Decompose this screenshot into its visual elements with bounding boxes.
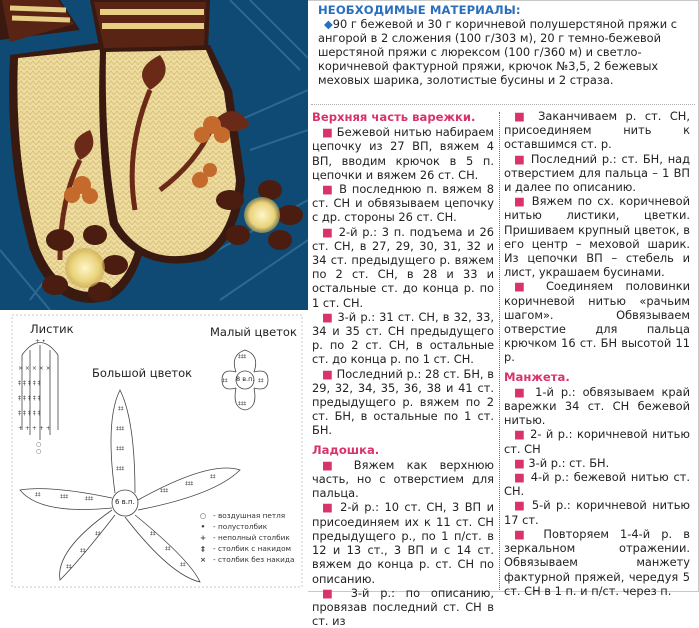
- paragraph: ■ Заканчиваем р. ст. СН, присоединяем нить к оставшимся ст. р.: [504, 109, 690, 152]
- svg-text:‡‡: ‡‡: [150, 531, 156, 537]
- svg-text:‡‡: ‡‡: [66, 564, 72, 570]
- svg-text:‡‡: ‡‡: [180, 562, 186, 568]
- legend-item: • - полустолбик: [200, 522, 268, 531]
- materials-text: ◆90 г бежевой и 30 г коричневой полушерстяной пряжи с ангорой в 2 сложения (100 г/303 м), 20 г темно-бежевой шерстяной пряжи с люрексом (100 г/360 м) и светло-коричневой фактурной пряжи, крючок №3,5, 2 бежевых меховых шарика, золотистые бусины и 2 страза.: [318, 17, 677, 87]
- svg-text:‡‡‡: ‡‡‡: [160, 488, 169, 494]
- paragraph: ■ 2- й р.: коричневой нитью ст. СН: [504, 427, 690, 456]
- paragraph: ■ 2-й р.: 3 п. подъема и 26 ст. СН, в 27, 29, 30, 31, 32 и 34 ст. предыдущего р. вяжем по 2 ст. СН, в 28 и 33 и остальные ст. до конца р. по 1 ст. СН.: [312, 224, 494, 310]
- paragraph: ■ Последний р.: 28 ст. БН, в 29, 32, 34, 35, 36, 38 и 41 ст. предыдущего р. вяжем по 2 ст. БН, в остальные по 1 ст. БН.: [312, 366, 494, 438]
- column-left: [312, 109, 494, 628]
- svg-text:‡‡‡: ‡‡‡: [85, 496, 94, 502]
- column-divider: [499, 112, 500, 590]
- svg-text:‡‡‡: ‡‡‡: [238, 354, 247, 360]
- materials-title: НЕОБХОДИМЫЕ МАТЕРИАЛЫ:: [318, 3, 521, 17]
- paragraph: ■ 3-й р.: ст. БН.: [514, 455, 610, 470]
- svg-text:‡‡: ‡‡: [165, 546, 171, 552]
- svg-text:‡‡‡: ‡‡‡: [60, 494, 69, 500]
- column-right: [504, 109, 690, 598]
- mitten-illustration: [0, 0, 308, 310]
- small-flower-label: Малый цветок: [210, 325, 297, 339]
- big-flower-center: 6 в.п.: [115, 498, 135, 506]
- svg-text:○: ○: [36, 448, 42, 455]
- paragraph: ■ Последний р.: ст. БН, над отверстием для пальца – 1 ВП и далее по описанию.: [504, 151, 690, 195]
- mitten-photo: [0, 0, 308, 310]
- svg-text:‡ ‡ ‡ ‡ ‡: ‡ ‡ ‡ ‡ ‡: [18, 395, 41, 402]
- paragraph: ■ 3-й р.: по описанию, провязав последний ст. СН в ст. из: [312, 585, 494, 628]
- materials-block: [318, 3, 694, 87]
- svg-text:‡‡: ‡‡: [258, 378, 264, 384]
- leaf-label: Листик: [30, 322, 74, 336]
- svg-text:‡‡‡: ‡‡‡: [116, 446, 125, 452]
- paragraph: ■ 4-й р.: бежевой нитью ст. СН.: [504, 470, 690, 499]
- paragraph: ■ В последнюю п. вяжем 8 ст. СН и обвязываем цепочку с др. стороны 26 ст. СН.: [312, 182, 494, 225]
- svg-text:‡‡: ‡‡: [210, 474, 216, 480]
- svg-text:‡‡: ‡‡: [35, 492, 41, 498]
- paragraph: ■ Вяжем как верхнюю часть, но с отверстием для пальца.: [312, 457, 494, 501]
- svg-text:‡‡: ‡‡: [80, 548, 86, 554]
- svg-text:× × × × ×: × × × × ×: [18, 365, 51, 372]
- svg-text:‡ ‡ ‡ ‡ ‡: ‡ ‡ ‡ ‡ ‡: [18, 380, 41, 387]
- svg-text:‡‡: ‡‡: [222, 378, 228, 384]
- paragraph: ■ Повторяем 1-4-й р. в зеркальном отражении. Обвязываем манжету фактурной пряжей, чередуя 5 ст. СН в 1 п. и п/ст. через п.: [504, 526, 690, 598]
- svg-text:‡‡‡: ‡‡‡: [238, 401, 247, 407]
- paragraph: ■ 3-й р.: 31 ст. СН, в 32, 33, 34 и 35 ст. СН предыдущего р. по 2 ст. СН, в остальные ст. до конца р. по 1 ст. СН.: [312, 309, 494, 367]
- svg-text:‡‡: ‡‡: [118, 406, 124, 412]
- legend: [196, 510, 308, 565]
- legend-item: + - неполный столбик: [199, 533, 290, 542]
- svg-text:+ •: + •: [35, 338, 46, 345]
- section-title-upper: Верхняя часть варежки.: [312, 110, 476, 124]
- svg-text:‡‡‡: ‡‡‡: [116, 426, 125, 432]
- small-flower-center: 8 в.п.: [236, 375, 255, 383]
- svg-text:‡‡‡: ‡‡‡: [116, 466, 125, 472]
- paragraph: ■ 5-й р.: коричневой нитью 17 ст.: [504, 498, 690, 527]
- legend-item: ○ - воздушная петля: [199, 511, 286, 520]
- paragraph: ■ Соединяем половинки коричневой нитью «рачьим шагом». Обвязываем отверстие для пальца крючком 16 ст. БН высотой 11 р.: [504, 279, 690, 365]
- divider: [311, 104, 695, 105]
- big-flower-label: Большой цветок: [92, 366, 193, 380]
- svg-text:‡‡‡: ‡‡‡: [185, 481, 194, 487]
- paragraph: ■ 2-й р.: 10 ст. СН, 3 ВП и присоединяем их к 11 ст. СН предыдущего р., по 1 п/ст. в 12 и 13 ст., 3 ВП и с 14 ст. вяжем до конца р. ст. СН по описанию.: [312, 500, 494, 586]
- section-title-cuff: Манжета.: [504, 369, 570, 384]
- legend-item: × - столбик без накида: [199, 555, 295, 564]
- svg-text:○: ○: [36, 441, 42, 448]
- svg-text:‡‡: ‡‡: [95, 531, 101, 537]
- paragraph: ■ Бежевой нитью набираем цепочку из 27 ВП, вяжем 4 ВП, вводим крючок в 5 п. цепочки и вяжем 26 ст. СН.: [312, 125, 495, 182]
- legend-item: ‡ - столбик с накидом: [201, 544, 292, 553]
- paragraph: ■ 1-й р.: обвязываем край варежки 34 ст. СН бежевой нитью.: [504, 384, 690, 428]
- svg-text:‡ ‡ ‡ ‡ ‡: ‡ ‡ ‡ ‡ ‡: [18, 410, 41, 417]
- section-title-palm: Ладошка.: [312, 442, 380, 457]
- paragraph: ■ Вяжем по сх. коричневой нитью листики, цветки. Пришиваем крупный цветок, в его центр – меховой шарик. Из цепочки ВП – стебель и лист, украшаем бусинами.: [504, 194, 691, 280]
- svg-text:+ + + + +: + + + + +: [18, 425, 51, 432]
